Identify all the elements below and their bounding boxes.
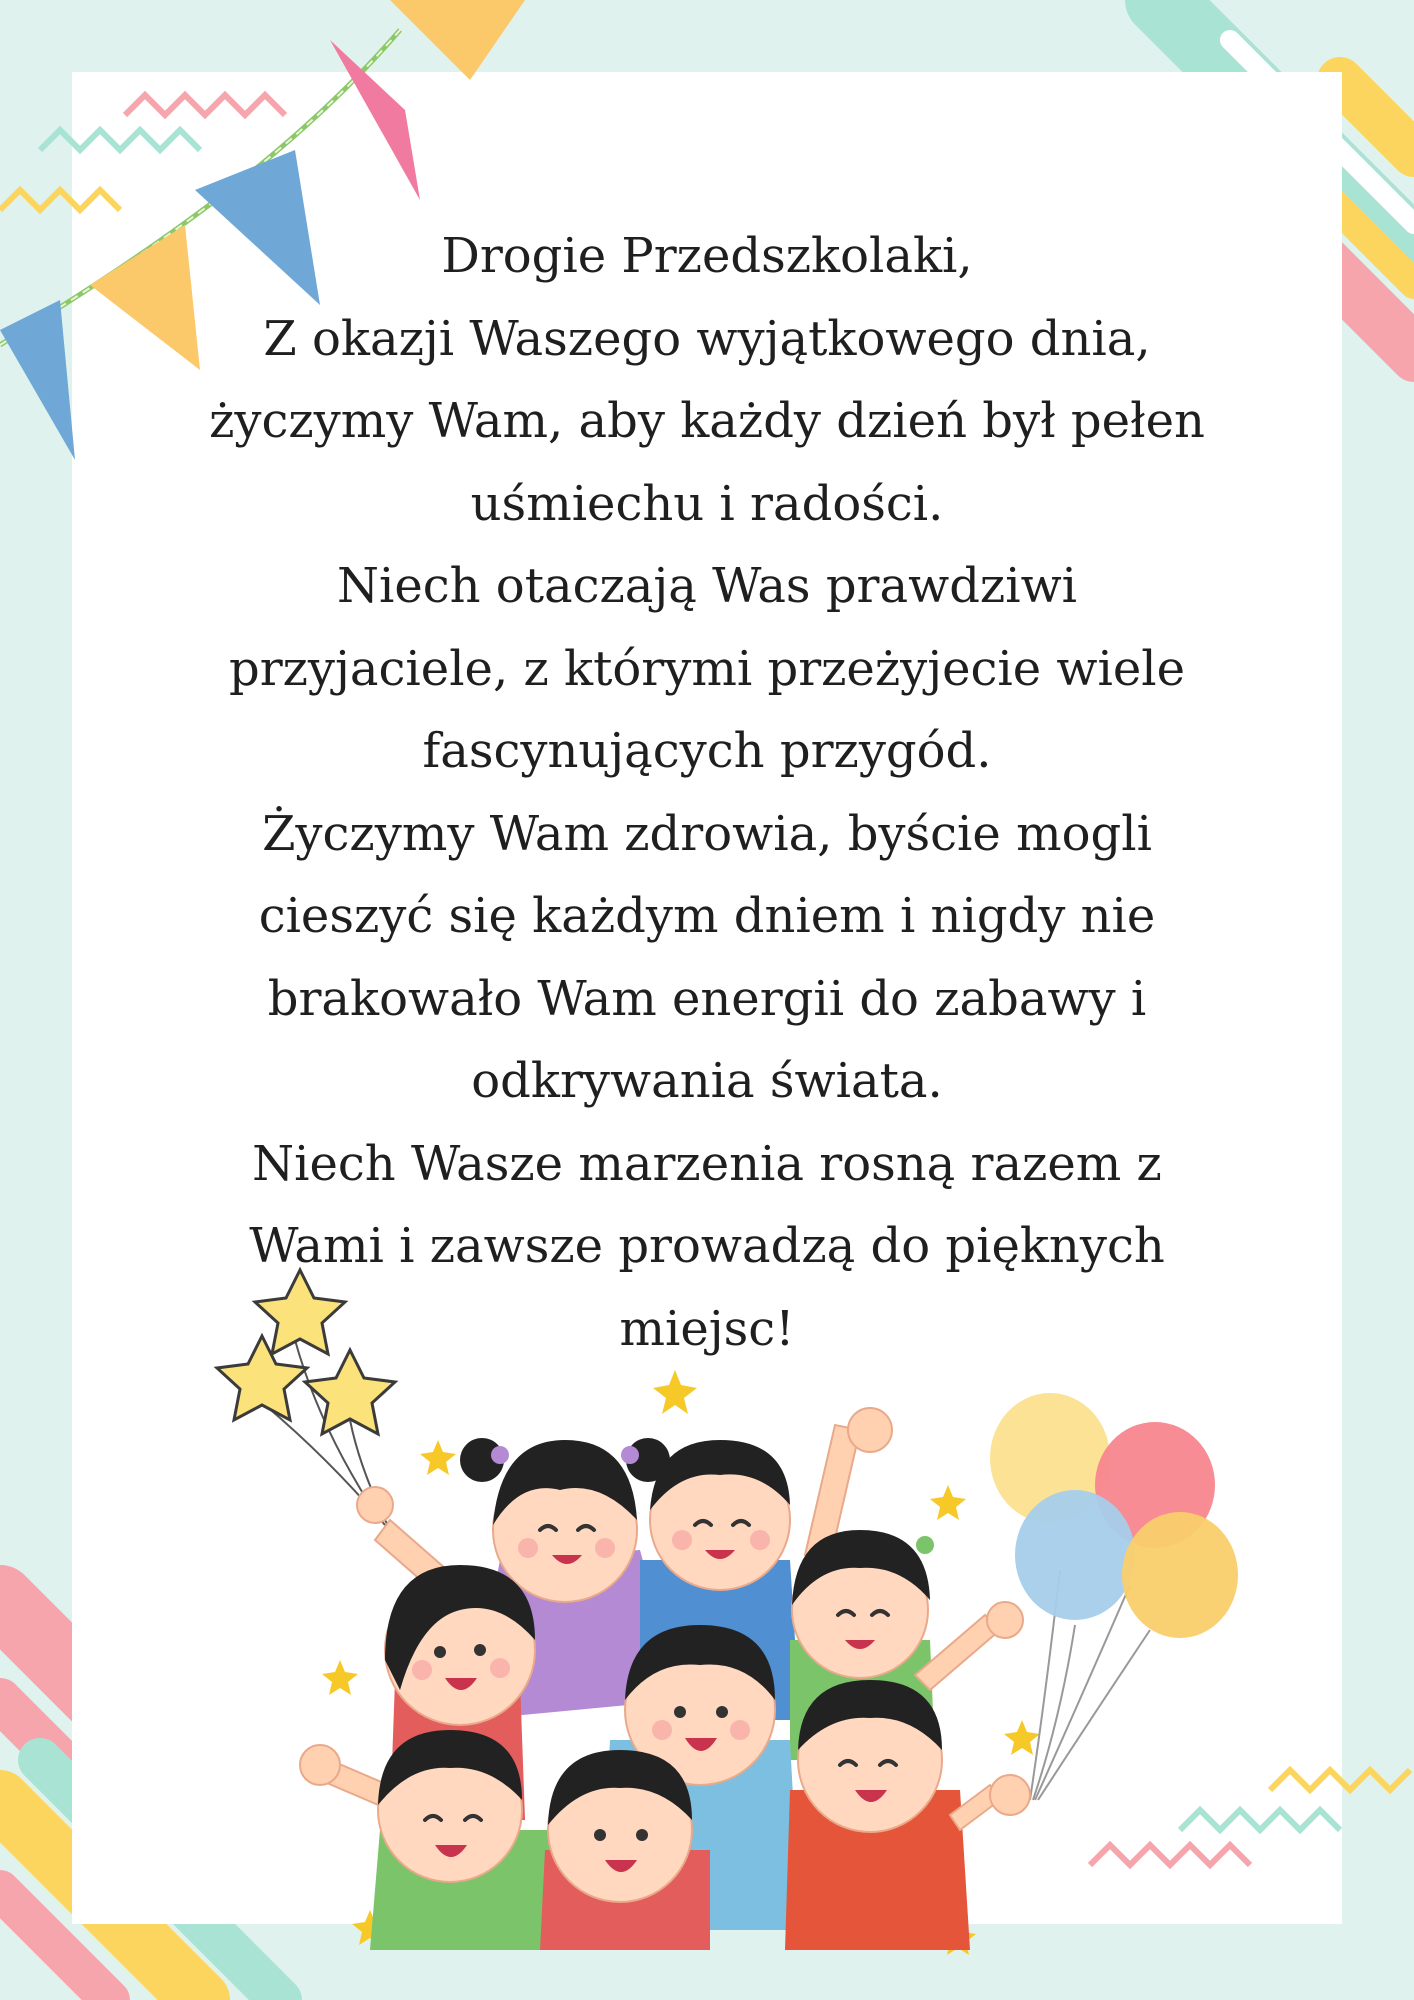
greeting-line: Drogie Przedszkolaki, [441, 228, 973, 284]
greeting-line: Życzymy Wam zdrowia, byście mogli [262, 805, 1152, 862]
greeting-line: przyjaciele, z którymi przeżyjecie wiele [228, 640, 1186, 697]
greeting-text [150, 215, 1264, 1370]
greeting-line: odkrywania świata. [471, 1053, 943, 1109]
group-of-children [300, 1408, 1030, 1950]
flag-orange-1 [390, 0, 525, 80]
greeting-line: fascynujących przygód. [422, 723, 992, 779]
greeting-line: Niech Wasze marzenia rosną razem z [252, 1135, 1162, 1192]
greeting-line: Wami i zawsze prowadzą do pięknych [249, 1218, 1165, 1274]
balloon-orange [1122, 1512, 1238, 1638]
zigzag-bottom-right [1090, 1770, 1410, 1865]
flag-pink [330, 40, 420, 200]
flag-blue-2 [0, 300, 75, 460]
greeting-line: Z okazji Waszego wyjątkowego dnia, [263, 310, 1151, 367]
greeting-line: miejsc! [619, 1300, 795, 1357]
greeting-line: cieszyć się każdym dniem i nigdy nie [258, 888, 1156, 944]
greeting-line: uśmiechu i radości. [470, 475, 944, 532]
balloon-blue [1015, 1490, 1135, 1620]
greeting-line: życzymy Wam, aby każdy dzień był pełen [209, 393, 1205, 449]
greeting-line: brakowało Wam energii do zabawy i [267, 970, 1147, 1027]
greeting-line: Niech otaczają Was prawdziwi [336, 558, 1077, 614]
